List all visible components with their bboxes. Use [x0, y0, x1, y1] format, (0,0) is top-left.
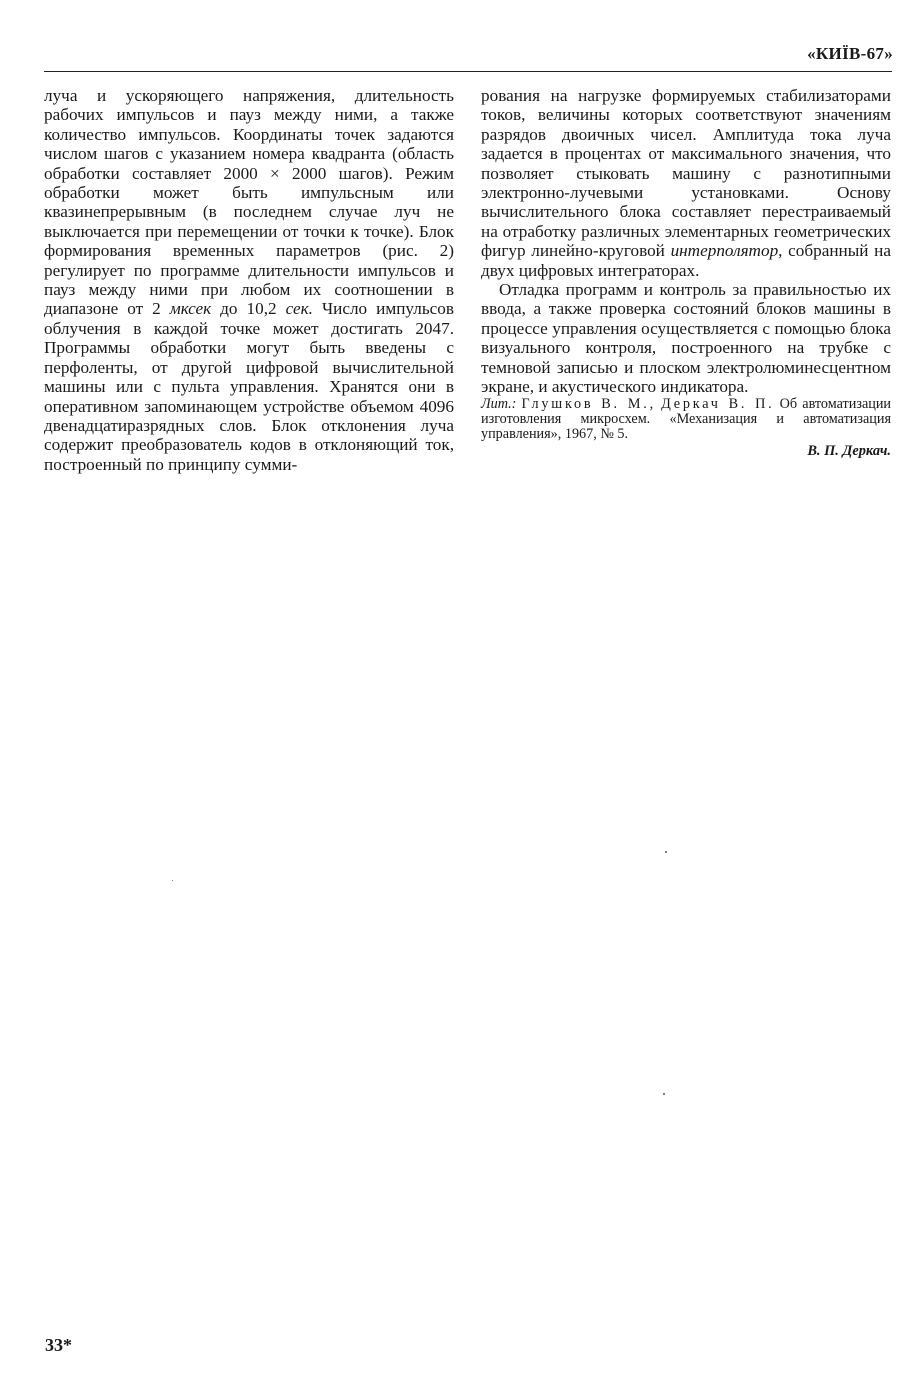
- right-text-1a: рования на нагрузке формируемых стабилизаторами токов, величины которых соответствуют значениям разрядов двоичных чисел. Амплитуда тока луча задается в процентах от максимального значения, что позволяет стыковать машину с разнотипными электронно-лучевыми установками. Основу вычислительного блока составляет перестраиваемый на отработку различных элементарных геометрических фигур линейно-круговой: [481, 86, 891, 261]
- page-number: 33*: [45, 1335, 72, 1355]
- right-paragraph-2: Отладка программ и контроль за правильностью их ввода, а также проверка состояний блоков машины в процессе управления осуществляется с помощью блока визуального контроля, построенного на трубке с темновой записью и плоском электролюминесцентном экране, и акустического индикатора.: [481, 280, 891, 397]
- lit-label: Лит.:: [481, 395, 517, 412]
- right-paragraph-1: [481, 86, 891, 280]
- lit-title: Об автоматизации изготовления микросхем. «Механизация и автоматизация управления», 1967, № 5.: [481, 395, 892, 443]
- lit-author-1: Глушков В. М.,: [521, 395, 656, 412]
- print-speck: [663, 1093, 665, 1095]
- author-signature: В. П. Деркач.: [807, 442, 891, 459]
- print-speck: [172, 880, 173, 881]
- left-column: [44, 86, 454, 474]
- print-speck: [665, 851, 667, 853]
- left-text-3: Число импульсов облучения в каждой точке может достигать 2047. Программы обработки могут быть введены с перфоленты, от другой цифровой вычислительной машины или с пульта управления. Хранятся они в оперативном запоминающем устройстве объемом 4096 двенадцатиразрядных слов. Блок отклонения луча содержит преобразователь кодов в отклоняющий ток, построенный по принципу сумми-: [44, 299, 454, 474]
- running-header: «КИЇВ-67»: [807, 44, 893, 63]
- header-rule: [44, 71, 892, 72]
- left-text-2: до 10,2: [211, 299, 286, 319]
- left-text-1: луча и ускоряющего напряжения, длительность рабочих импульсов и пауз между ними, а также количество импульсов. Координаты точек задаются числом шагов с указанием номера квадранта (область обработки составляет 2000 × 2000 шагов). Режим обработки может быть импульсным или квазинепрерывным (в последнем случае луч не выключается при перемещении от точки к точке). Блок формирования временных параметров (рис. 2) регулирует по программе длительности импульсов и пауз между ними при любом их соотношении в диапазоне от 2: [44, 86, 454, 319]
- right-column: [481, 86, 891, 460]
- left-paragraph: [44, 86, 454, 474]
- term-interpolator: интерполятор,: [670, 241, 783, 261]
- unit-microsecond: мксек: [169, 299, 212, 319]
- lit-author-2: Деркач В. П.: [661, 395, 775, 412]
- literature-reference: [481, 397, 891, 443]
- right-text-1b: собранный на двух цифровых интеграторах.: [481, 241, 891, 280]
- unit-second: сек.: [285, 299, 313, 319]
